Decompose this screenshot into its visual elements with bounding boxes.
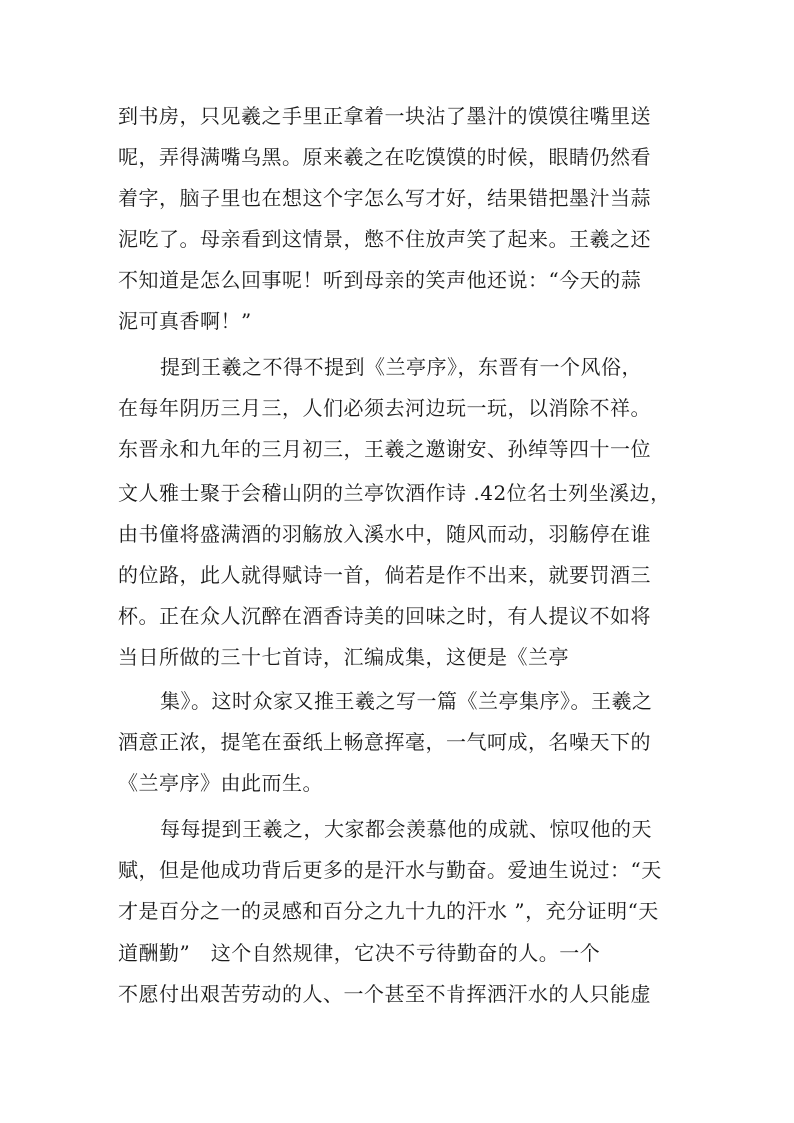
- text-line: 才是百分之一的灵感和百分之九十九的汗水 ”，充分证明“天: [118, 899, 659, 923]
- text-line: 到书房，只见羲之手里正拿着一块沾了墨汁的馍馍往嘴里送: [118, 104, 651, 128]
- text-line: 当日所做的三十七首诗，汇编成集，这便是《兰亭: [118, 645, 569, 669]
- text-line: 提到王羲之不得不提到《兰亭序》，东晋有一个风俗，: [160, 355, 642, 379]
- text-line: 杯。正在众人沉醉在酒香诗美的回味之时，有人提议不如将: [118, 604, 651, 628]
- text-line: 泥可真香啊！”: [118, 309, 252, 333]
- text-line: 不愿付出艰苦劳动的人、一个甚至不肯挥洒汗水的人只能虚: [118, 982, 651, 1006]
- text-line: 每每提到王羲之，大家都会羡慕他的成就、惊叹他的天: [160, 817, 652, 841]
- text-line: 道酬勤” 这个自然规律，它决不亏待勤奋的人。一个: [118, 941, 601, 965]
- text-line: 集》。这时众家又推王羲之写一篇《兰亭集序》。王羲之: [160, 689, 653, 713]
- text-line: 文人雅士聚于会稽山阴的兰亭饮酒作诗 .42位名士列坐溪边，: [118, 481, 671, 505]
- text-line: 的位路，此人就得赋诗一首，倘若是作不出来，就要罚酒三: [118, 563, 651, 587]
- text-line: 赋，但是他成功背后更多的是汗水与勤奋。爱迪生说过：“天: [118, 858, 662, 882]
- text-line: 由书僮将盛满酒的羽觞放入溪水中，随风而动，羽觞停在谁: [118, 522, 651, 546]
- text-line: 呢，弄得满嘴乌黑。原来羲之在吃馍馍的时候，眼睛仍然看: [118, 145, 651, 169]
- text-line: 东晋永和九年的三月初三，王羲之邀谢安、孙绰等四十一位: [118, 437, 651, 461]
- text-line: 酒意正浓，提笔在蚕纸上畅意挥毫，一气呵成，名噪天下的: [118, 730, 651, 754]
- text-line: 着字，脑子里也在想这个字怎么写才好，结果错把墨汁当蒜: [118, 186, 651, 210]
- text-line: 不知道是怎么回事呢！听到母亲的笑声他还说：“今天的蒜: [118, 268, 642, 292]
- text-line: 泥吃了。母亲看到这情景，憋不住放声笑了起来。王羲之还: [118, 227, 651, 251]
- text-line: 《兰亭序》由此而生。: [118, 771, 323, 795]
- text-line: 在每年阴历三月三，人们必须去河边玩一玩，以消除不祥。: [118, 396, 651, 420]
